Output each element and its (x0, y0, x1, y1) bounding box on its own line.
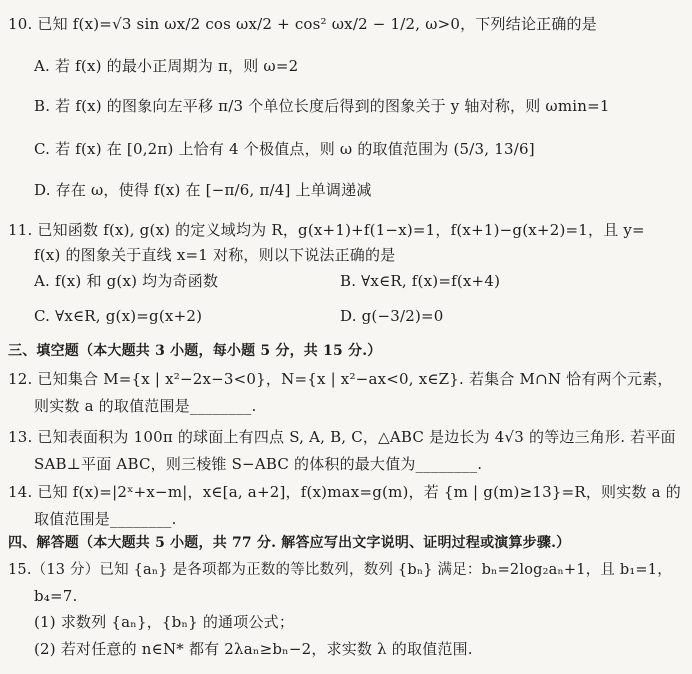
q10-option-b: B. 若 f(x) 的图象向左平移 π/3 个单位长度后得到的图象关于 y 轴对称，则 ωmin=1 (34, 97, 610, 115)
q12-line2: 则实数 a 的取值范围是________. (34, 397, 257, 415)
q15-part1: (1) 求数列 {aₙ}，{bₙ} 的通项公式； (34, 613, 295, 631)
q11-option-c: C. ∀x∈R, g(x)=g(x+2) (34, 307, 203, 325)
q10-option-d: D. 存在 ω，使得 f(x) 在 [−π/6, π/4] 上单调递减 (34, 181, 372, 199)
q10-stem: 10. 已知 f(x)=√3 sin ωx/2 cos ωx/2 + cos² ωx/2 − 1/2, ω>0，下列结论正确的是 (8, 15, 597, 33)
q14-line2: 取值范围是________. (34, 510, 177, 528)
q11-stem-line1: 11. 已知函数 f(x), g(x) 的定义域均为 R，g(x+1)+f(1−x)=1，f(x+1)−g(x+2)=1，且 y= (8, 221, 645, 239)
q10-option-c: C. 若 f(x) 在 [0,2π) 上恰有 4 个极值点，则 ω 的取值范围为 (5/3, 13/6] (34, 140, 535, 158)
q14-line1: 14. 已知 f(x)=|2ˣ+x−m|，x∈[a, a+2]，f(x)max=g(m)，若 {m | g(m)≥13}=R，则实数 a 的 (8, 483, 681, 501)
q11-option-d: D. g(−3/2)=0 (340, 307, 444, 325)
q13-line1: 13. 已知表面积为 100π 的球面上有四点 S, A, B, C，△ABC 是边长为 4√3 的等边三角形. 若平面 (8, 428, 676, 446)
q12-line1: 12. 已知集合 M={x | x²−2x−3<0}，N={x | x²−ax<0, x∈Z}. 若集合 M∩N 恰有两个元素， (8, 370, 673, 388)
q15-line2: b₄=7. (34, 587, 78, 605)
q15-line1: 15.（13 分）已知 {aₙ} 是各项都为正数的等比数列，数列 {bₙ} 满足：bₙ=2log₂aₙ+1，且 b₁=1， (8, 562, 672, 578)
q10-option-a: A. 若 f(x) 的最小正周期为 π，则 ω=2 (34, 57, 299, 75)
q13-line2: SAB⊥平面 ABC，则三棱锥 S−ABC 的体积的最大值为________. (34, 455, 483, 473)
q11-stem-line2: f(x) 的图象关于直线 x=1 对称，则以下说法正确的是 (34, 246, 396, 264)
section-solution-heading: 四、解答题（本大题共 5 小题，共 77 分. 解答应写出文字说明、证明过程或演算步骤.） (8, 535, 571, 551)
q11-option-a: A. f(x) 和 g(x) 均为奇函数 (34, 272, 219, 290)
section-fill-in-heading: 三、填空题（本大题共 3 小题，每小题 5 分，共 15 分.） (8, 343, 382, 359)
q15-part2: (2) 若对任意的 n∈N* 都有 2λaₙ≥bₙ−2，求实数 λ 的取值范围. (34, 640, 473, 658)
q11-option-b: B. ∀x∈R, f(x)=f(x+4) (340, 272, 501, 290)
